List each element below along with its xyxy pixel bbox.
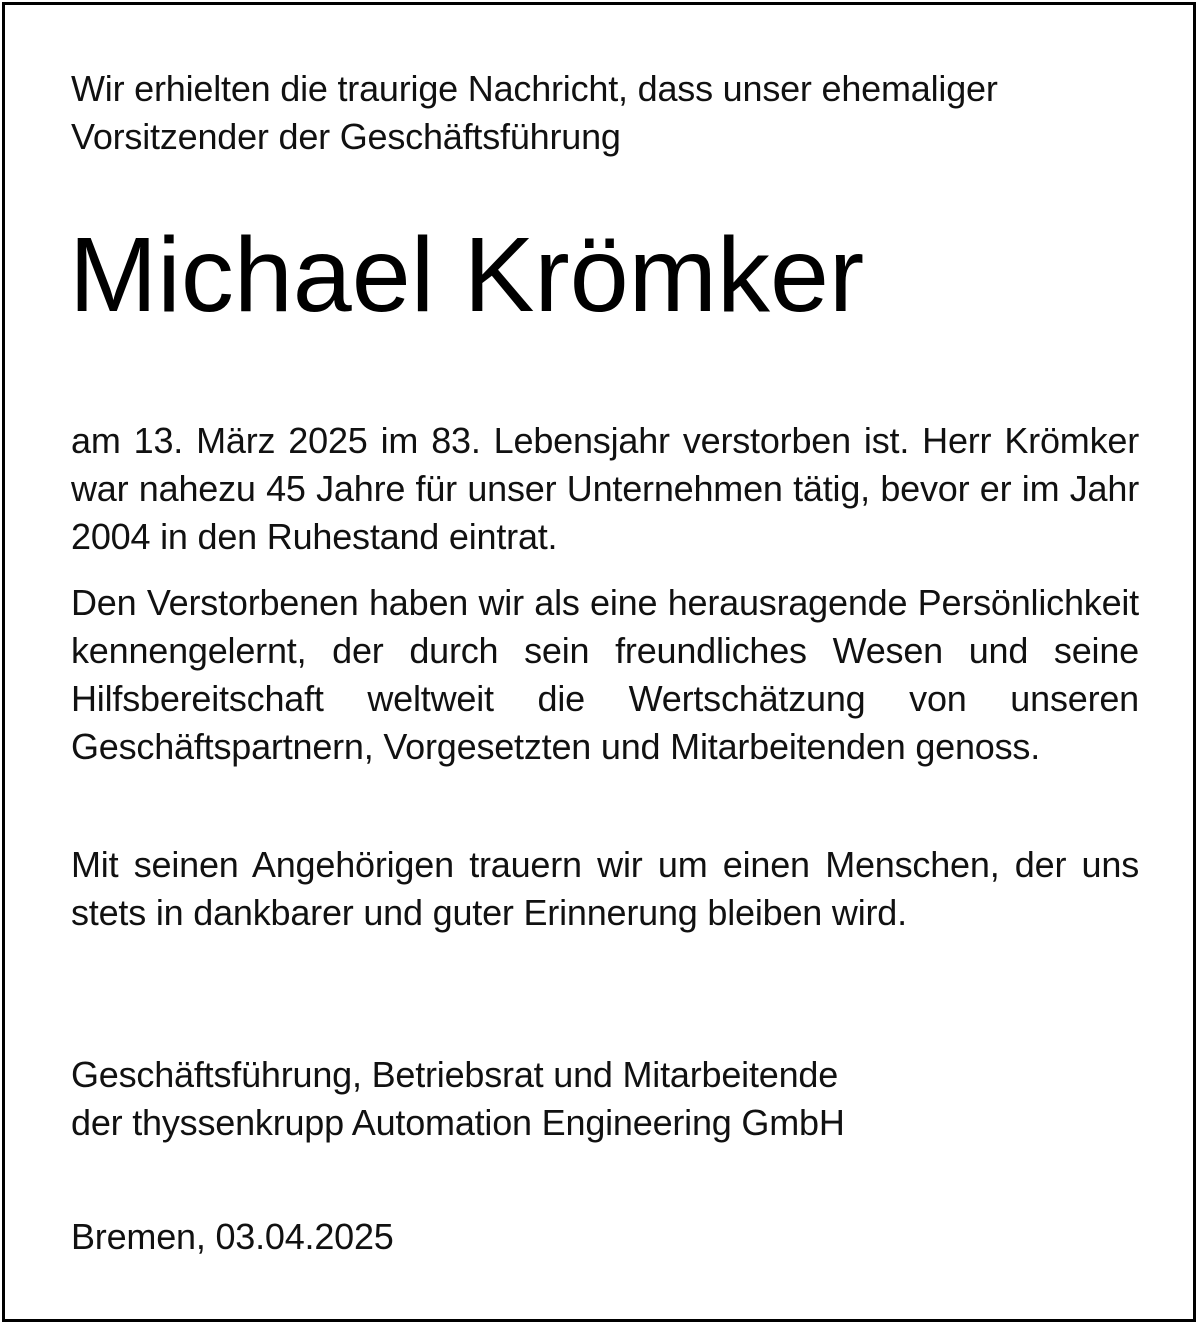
- signature-line-2: der thyssenkrupp Automation Engineering GmbH: [71, 1102, 845, 1143]
- signature: [71, 1051, 1139, 1147]
- place-and-date: Bremen, 03.04.2025: [71, 1216, 394, 1257]
- signature-line-1: Geschäftsführung, Betriebsrat und Mitarbeitende: [71, 1054, 839, 1095]
- paragraph-tribute: Den Verstorbenen haben wir als eine herausragende Persönlichkeit kennengelernt, der durch sein freundliches Wesen und seine Hilfsbereitschaft weltweit die Wertschätzung von unseren Geschäftspartnern, Vorgesetzten und Mitarbeitenden genoss.: [71, 582, 1139, 767]
- paragraph-mourning: Mit seinen Angehörigen trauern wir um einen Menschen, der uns stets in dankbarer und guter Erinnerung bleiben wird.: [71, 844, 1139, 933]
- obituary-notice-frame: [2, 2, 1196, 1322]
- intro-text: [71, 65, 1139, 161]
- intro-line-1: Wir erhielten die traurige Nachricht, dass unser ehemaliger: [71, 68, 998, 109]
- intro-line-2: Vorsitzender der Geschäftsführung: [71, 116, 621, 157]
- deceased-name: Michael Krömker: [69, 216, 865, 334]
- paragraph-death-notice: am 13. März 2025 im 83. Lebensjahr verstorben ist. Herr Krömker war nahezu 45 Jahre für unser Unternehmen tätig, bevor er im Jahr 2004 in den Ruhestand eintrat.: [71, 420, 1139, 557]
